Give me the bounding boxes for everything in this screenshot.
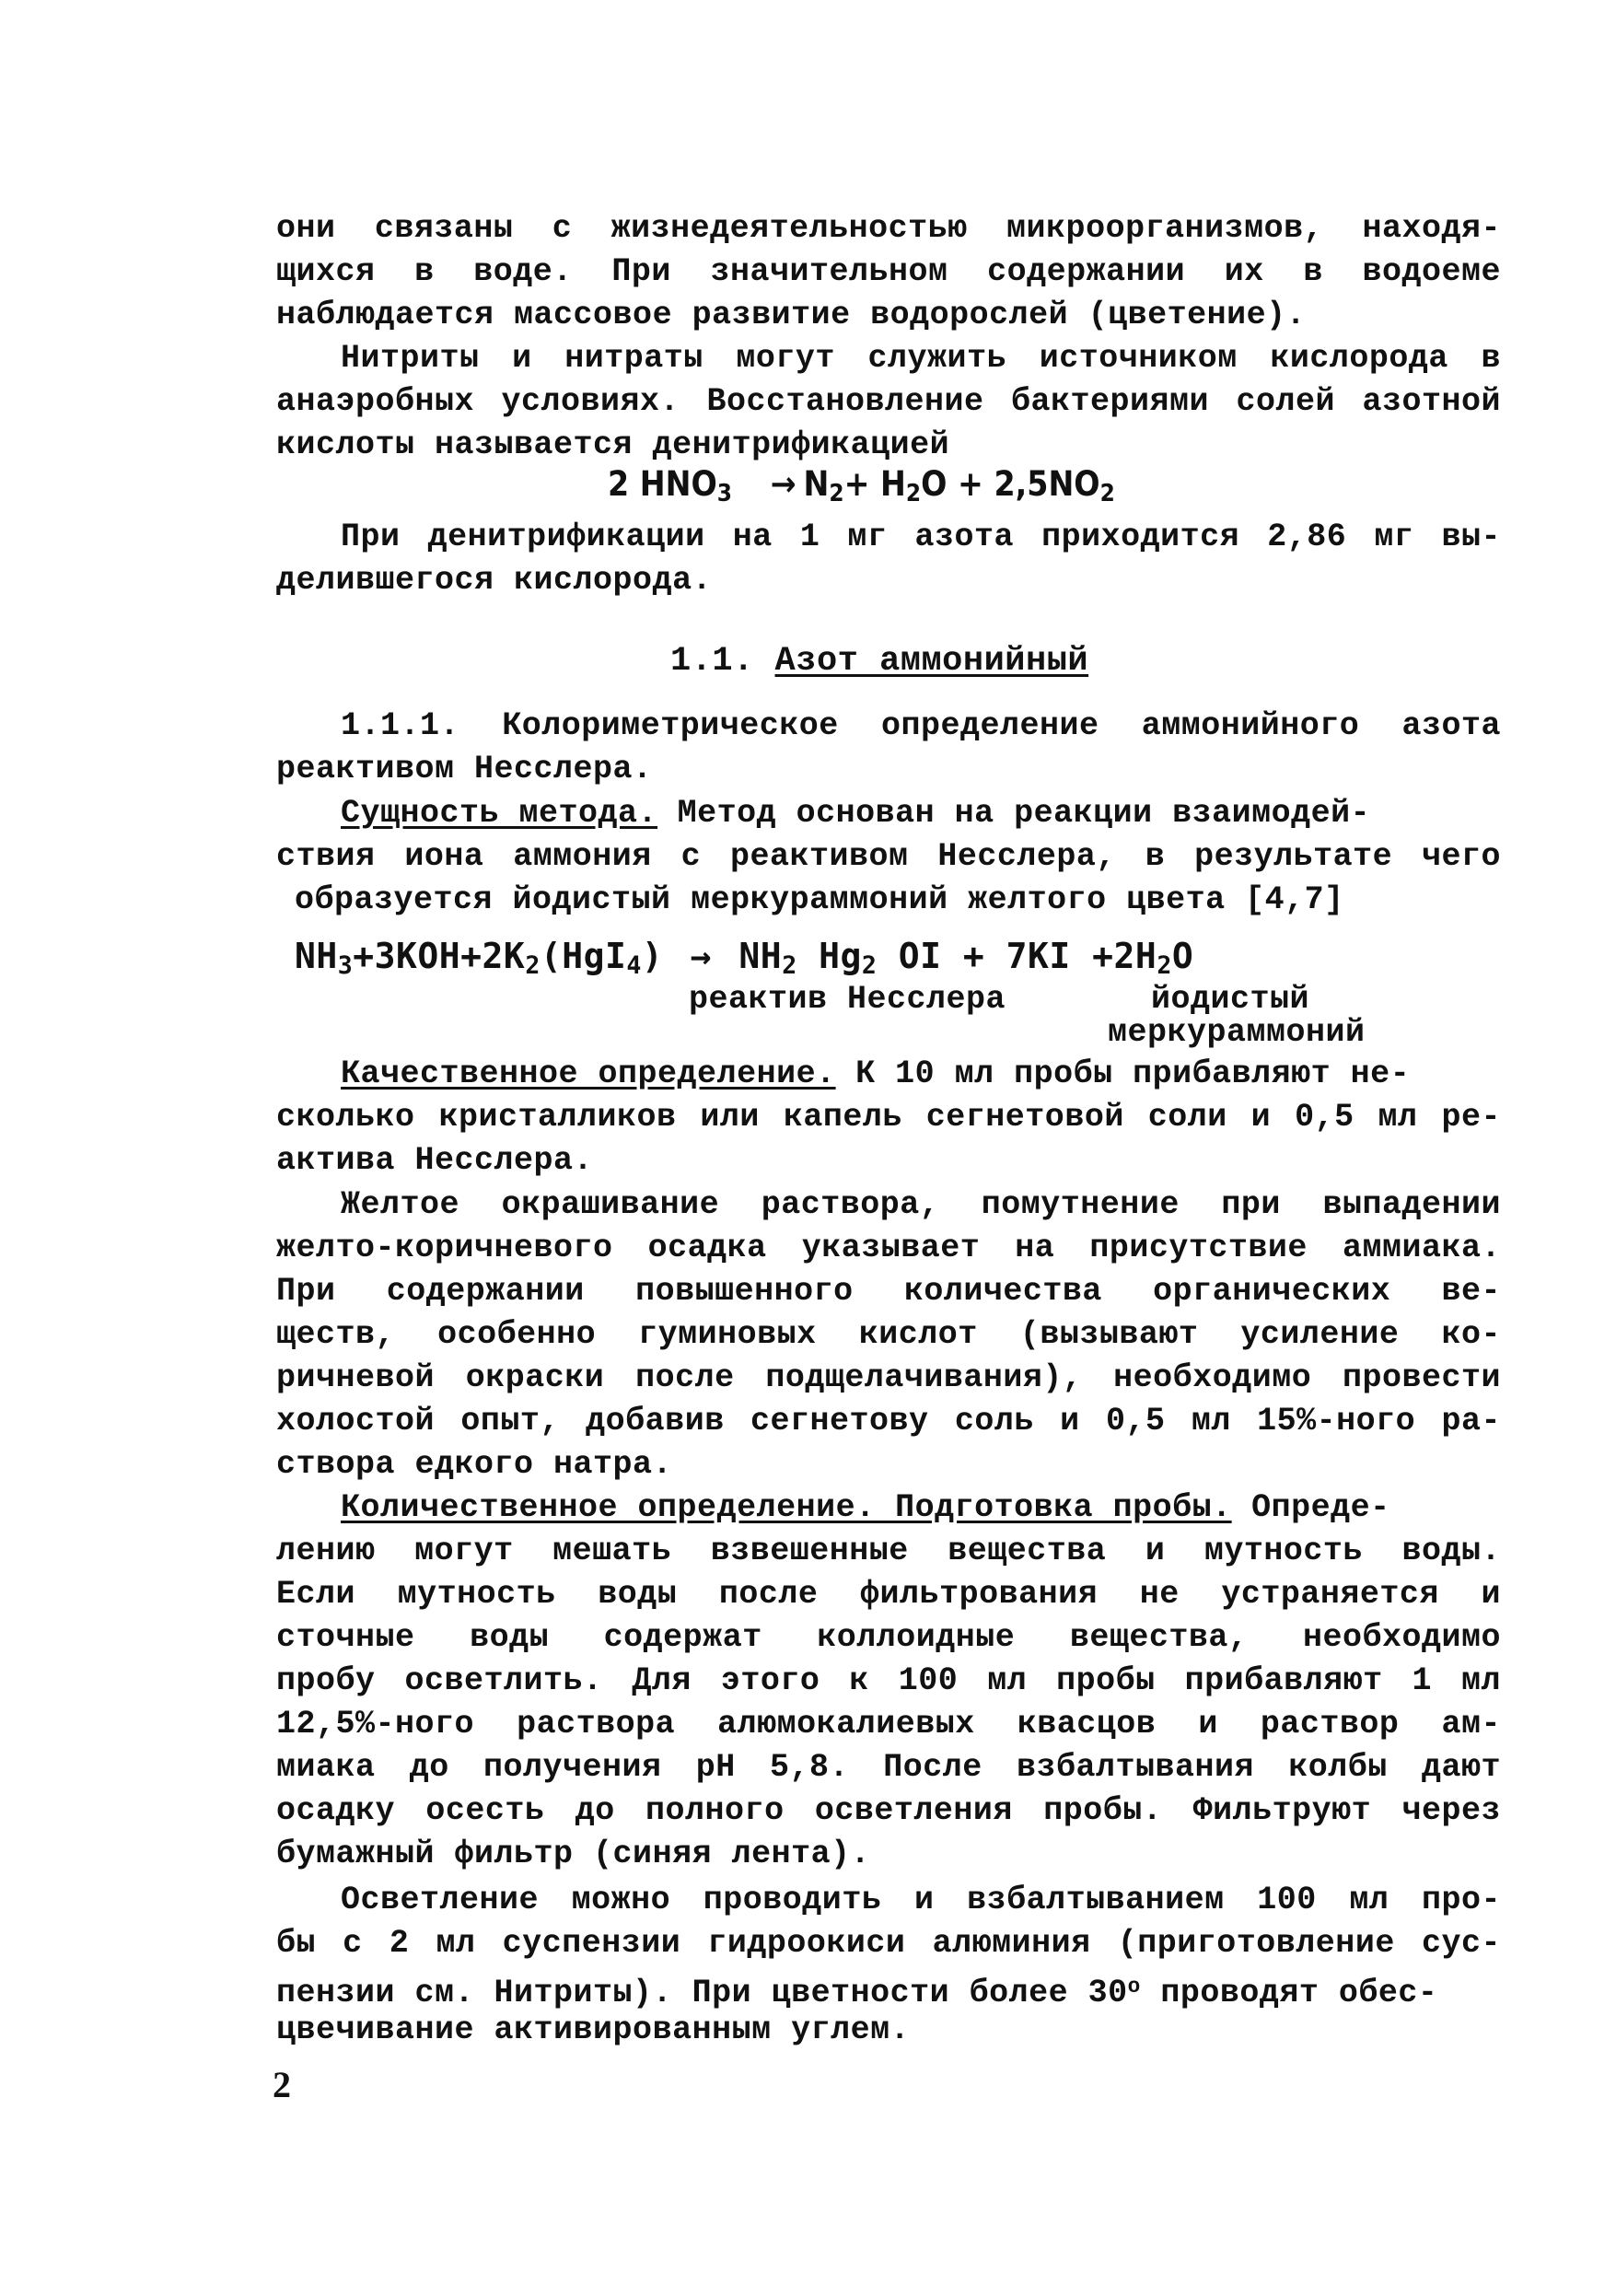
p9-line-1: Осветление можно проводить и взбалтыванием 100 мл про-: [341, 1882, 1501, 1918]
p3-line-1: При денитрификации на 1 мг азота приходится 2,86 мг вы-: [341, 519, 1501, 555]
p9-line-2: бы с 2 мл суспензии гидроокиси алюминия (приготовление сус-: [276, 1925, 1501, 1962]
p8-line-3: Если мутность воды после фильтрования не устраняется и: [276, 1576, 1501, 1613]
label-iodide-1: йодистый: [1151, 981, 1310, 1018]
p8-line-6: 12,5%-ного раствора алюмокалиевых квасцов и раствор ам-: [276, 1706, 1501, 1742]
p5-line-1: Сущность метода. Метод основан на реакции взаимодей-: [341, 795, 1371, 832]
reaction-arrow-icon: →: [770, 464, 796, 504]
p8-line-9: бумажный фильтр (синяя лента).: [276, 1836, 871, 1872]
p6-line-3: актива Несслера.: [276, 1142, 594, 1179]
reaction-arrow-icon: →: [690, 936, 713, 976]
p4-line-1: 1.1.1. Колориметрическое определение аммонийного азота: [341, 707, 1501, 744]
p3-line-2: делившегося кислорода.: [276, 562, 713, 599]
nessler-equation: $NH_3+3KOH+2K_2(HgI_4) \to NH_2$ $Hg_2$ OI + $7KI +2H_2O$: [295, 936, 1194, 980]
p7-line-1: Желтое окрашивание раствора, помутнение при выпадении: [341, 1186, 1501, 1223]
p2-line-2: анаэробных условиях. Восстановление бактериями солей азотной: [276, 383, 1501, 420]
p8-line-1: Количественное определение. Подготовка пробы. Опреде-: [341, 1489, 1390, 1526]
p5-line-2: ствия иона аммония с реактивом Несслера, в результате чего: [276, 838, 1501, 875]
p6-line-1: Качественное определение. К 10 мл пробы прибавляют не-: [341, 1055, 1411, 1092]
p5-line-3: образуется йодистый меркураммоний желтого цвета [4,7]: [295, 881, 1344, 918]
denitrification-equation: 2 $HNO_3 \to N_2+ H_2O + 2,5NO_2$: [608, 464, 1115, 507]
p4-line-2: реактивом Несслера.: [276, 751, 653, 787]
p8-line-8: осадку осесть до полного осветления пробы. Фильтруют через: [276, 1792, 1501, 1829]
section-heading: [670, 640, 1315, 682]
p8-line-5: пробу осветлить. Для этого к 100 мл пробы прибавляют 1 мл: [276, 1662, 1501, 1699]
p8-line-4: сточные воды содержат коллоидные вещества, необходимо: [276, 1619, 1501, 1656]
p2-line-1: Нитриты и нитраты могут служить источником кислорода в: [341, 340, 1501, 377]
label-nessler-reagent: реактив Несслера: [689, 981, 1006, 1018]
section-title: Азот аммонийный: [774, 642, 1089, 681]
p7-line-4: ществ, особенно гуминовых кислот (вызывают усиление ко-: [276, 1316, 1501, 1353]
p6-heading: Качественное определение.: [341, 1055, 836, 1092]
p5-heading: Сущность метода.: [341, 795, 658, 832]
p9-line-4: цвечивание активированным углем.: [276, 2011, 911, 2048]
p7-line-7: створа едкого натра.: [276, 1446, 673, 1483]
p7-line-2: желто-коричневого осадка указывает на присутствие аммиака.: [276, 1230, 1501, 1266]
page-number: 2: [273, 2064, 291, 2105]
p2-line-3: кислоты называется денитрификацией: [276, 426, 950, 463]
p8-heading: Количественное определение. Подготовка пробы.: [341, 1489, 1232, 1526]
p1-line-2: щихся в воде. При значительном содержании их в водоеме: [276, 253, 1501, 290]
p8-line-2: лению могут мешать взвешенные вещества и мутность воды.: [276, 1533, 1501, 1569]
p7-line-6: холостой опыт, добавив сегнетову соль и 0,5 мл 15%-ного ра-: [276, 1403, 1501, 1439]
p8-line-7: миака до получения pH 5,8. После взбалтывания колбы дают: [276, 1749, 1501, 1786]
p1-line-3: наблюдается массовое развитие водорослей (цветение).: [276, 297, 1307, 333]
p7-line-3: При содержании повышенного количества органических ве-: [276, 1273, 1501, 1310]
p1-line-1: они связаны с жизнедеятельностью микроорганизмов, находя-: [276, 210, 1501, 247]
label-iodide-2: меркураммоний: [1108, 1014, 1366, 1051]
p6-line-2: сколько кристалликов или капель сегнетовой соли и 0,5 мл ре-: [276, 1099, 1501, 1136]
section-number: 1.1.: [670, 642, 754, 681]
p9-line-3: пензии см. Нитриты). При цветности более 30$^o$ проводят обес-: [276, 1975, 1438, 2011]
p7-line-5: ричневой окраски после подщелачивания), необходимо провести: [276, 1359, 1501, 1396]
